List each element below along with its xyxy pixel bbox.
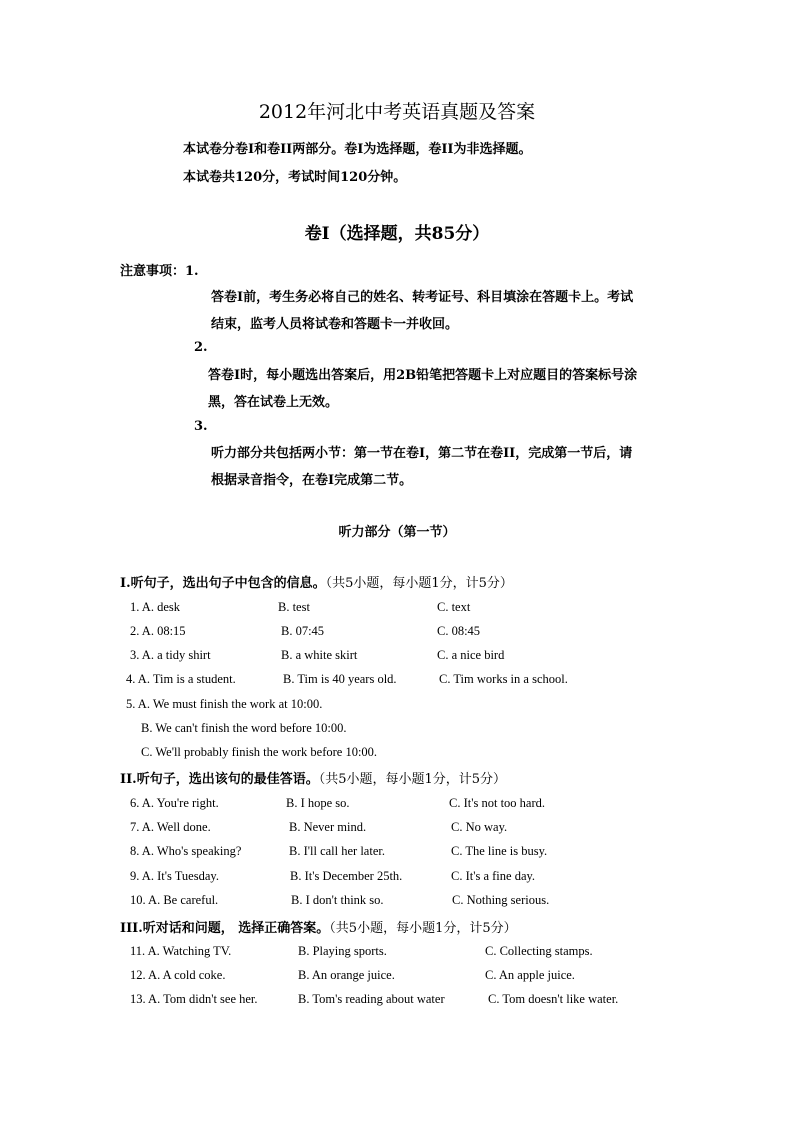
q11-option-a: 11. A. Watching TV. [130,944,232,958]
q8-option-c: C. The line is busy. [451,844,548,858]
q8-option-b: B. I'll call her later. [289,844,385,858]
q3-option-b: B. a white skirt [281,648,358,662]
q1-option-b: B. test [278,600,310,614]
q4-option-b: B. Tim is 40 years old. [283,672,397,686]
part-1-heading [120,572,513,591]
q6-option-c: C. It's not too hard. [449,796,545,810]
q1-option-c: C. text [437,600,471,614]
q5-option-c: C. We'll probably finish the work before 10:00. [141,745,378,759]
q9-option-c: C. It's a fine day. [451,869,536,883]
notice-item-2-line-1: 答卷I时，每小题选出答案后，用2B铅笔把答题卡上对应题目的答案标号涂 [208,368,638,383]
q8-option-a: 8. A. Who's speaking? [130,844,242,858]
notice-num-3: 3. [194,419,208,434]
notice-item-3-line-1: 听力部分共包括两小节：第一节在卷I，第二节在卷II，完成第一节后，请 [211,446,633,461]
q11-option-b: B. Playing sports. [298,944,387,958]
q5-option-a: 5. A. We must finish the work at 10:00. [126,697,323,711]
q2-option-b: B. 07:45 [281,624,325,638]
q13-option-a: 13. A. Tom didn't see her. [130,992,258,1006]
q12-option-a: 12. A. A cold coke. [130,968,226,982]
q4-option-a: 4. A. Tim is a student. [126,672,236,686]
part-1-title: I.听句子，选出句子中包含的信息。 [120,576,326,591]
part-3-heading [120,917,517,936]
intro-line-2: 本试卷共120分，考试时间120分钟。 [183,170,407,185]
q1-option-a: 1. A. desk [130,600,180,614]
part-2-heading [120,768,506,787]
q4-option-c: C. Tim works in a school. [439,672,568,686]
q11-option-c: C. Collecting stamps. [485,944,593,958]
notice-item-1-line-2: 结束，监考人员将试卷和答题卡一并收回。 [211,317,459,332]
part-2-note: （共5小题，每小题1分，计5分） [318,772,507,787]
q7-option-b: B. Never mind. [289,820,367,834]
notice-item-1-line-1: 答卷I前，考生务必将自己的姓名、转考证号、科目填涂在答题卡上。考试 [211,290,634,305]
part-3-title: III.听对话和问题， 选择正确答案。 [120,921,330,936]
q12-option-b: B. An orange juice. [298,968,395,982]
q6-option-a: 6. A. You're right. [130,796,219,810]
q10-option-c: C. Nothing serious. [452,893,550,907]
notice-num-2: 2. [194,340,208,355]
q9-option-b: B. It's December 25th. [290,869,403,883]
part-2-title: II.听句子，选出该句的最佳答语。 [120,772,319,787]
q3-option-c: C. a nice bird [437,648,505,662]
part-1-note: （共5小题，每小题1分，计5分） [325,576,513,591]
notice-label: 注意事项：1. [120,264,199,279]
q5-option-b: B. We can't finish the word before 10:00. [141,721,347,735]
q10-option-a: 10. A. Be careful. [130,893,219,907]
notice-item-2-line-2: 黑，答在试卷上无效。 [208,395,339,410]
q12-option-c: C. An apple juice. [485,968,575,982]
q9-option-a: 9. A. It's Tuesday. [130,869,219,883]
q13-option-c: C. Tom doesn't like water. [488,992,619,1006]
q3-option-a: 3. A. a tidy shirt [130,648,211,662]
q6-option-b: B. I hope so. [286,796,350,810]
part-3-note: （共5小题，每小题1分，计5分） [329,921,517,936]
section-title: 卷I（选择题，共85分） [304,224,490,244]
q7-option-c: C. No way. [451,820,508,834]
q7-option-a: 7. A. Well done. [130,820,211,834]
q2-option-a: 2. A. 08:15 [130,624,186,638]
intro-line-1: 本试卷分卷I和卷II两部分。卷I为选择题，卷II为非选择题。 [183,142,532,157]
q13-option-b: B. Tom's reading about water [298,992,445,1006]
q10-option-b: B. I don't think so. [291,893,384,907]
page-title: 2012年河北中考英语真题及答案 [258,101,536,123]
q2-option-c: C. 08:45 [437,624,481,638]
notice-item-3-line-2: 根据录音指令，在卷I完成第二节。 [211,473,413,488]
listening-heading: 听力部分（第一节） [338,525,456,540]
